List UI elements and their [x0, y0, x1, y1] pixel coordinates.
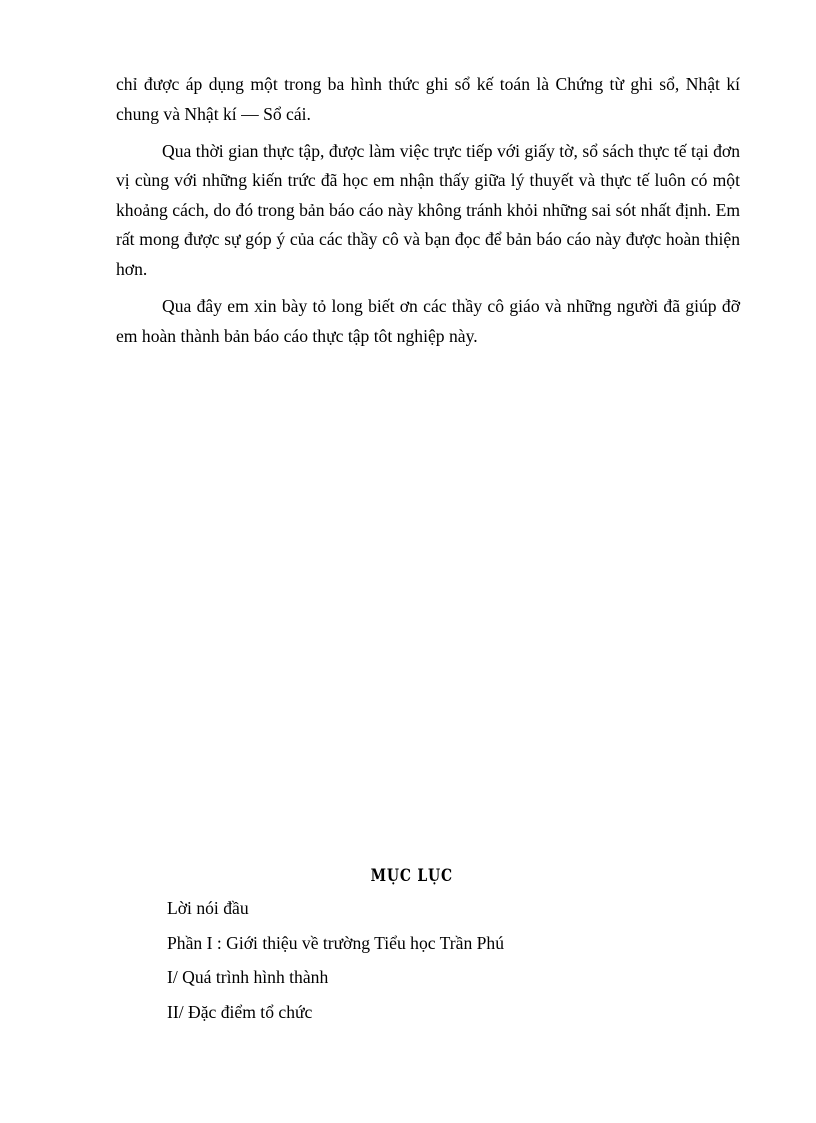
paragraph-gratitude: Qua đây em xin bày tỏ long biết ơn các thầy cô giáo và những người đã giúp đỡ em hoàn thành bản báo cáo thực tập tôt nghiệp này. [116, 296, 740, 346]
paragraph-internship-experience: Qua thời gian thực tập, được làm việc trực tiếp với giấy tờ, sổ sách thực tế tại đơn vị cùng với những kiến trức đã học em nhận thấy giữa lý thuyết và thực tế luôn có một khoảng cách, do đó trong bản báo cáo này không tránh khỏi những sai sót nhất định. Em rất mong được sự góp ý của các thầy cô và bạn đọc để bản báo cáo này được hoàn thiện hơn. [116, 140, 740, 280]
table-of-contents-list [167, 895, 504, 1033]
toc-item-formation-process: I/ Quá trình hình thành [167, 967, 329, 987]
table-of-contents-title: MỤC LỤC [370, 866, 453, 886]
body-text [116, 70, 740, 359]
toc-item-preface: Lời nói đầu [167, 898, 249, 918]
toc-item-organization: II/ Đặc điểm tổ chức [167, 1001, 313, 1022]
paragraph-continuation: chỉ được áp dụng một trong ba hình thức ghi sổ kế toán là Chứng từ ghi sổ, Nhật kí chung và Nhật kí — Sổ cái. [116, 74, 740, 124]
toc-item-part-one: Phần I : Giới thiệu về trường Tiểu học Trần Phú [167, 932, 505, 953]
